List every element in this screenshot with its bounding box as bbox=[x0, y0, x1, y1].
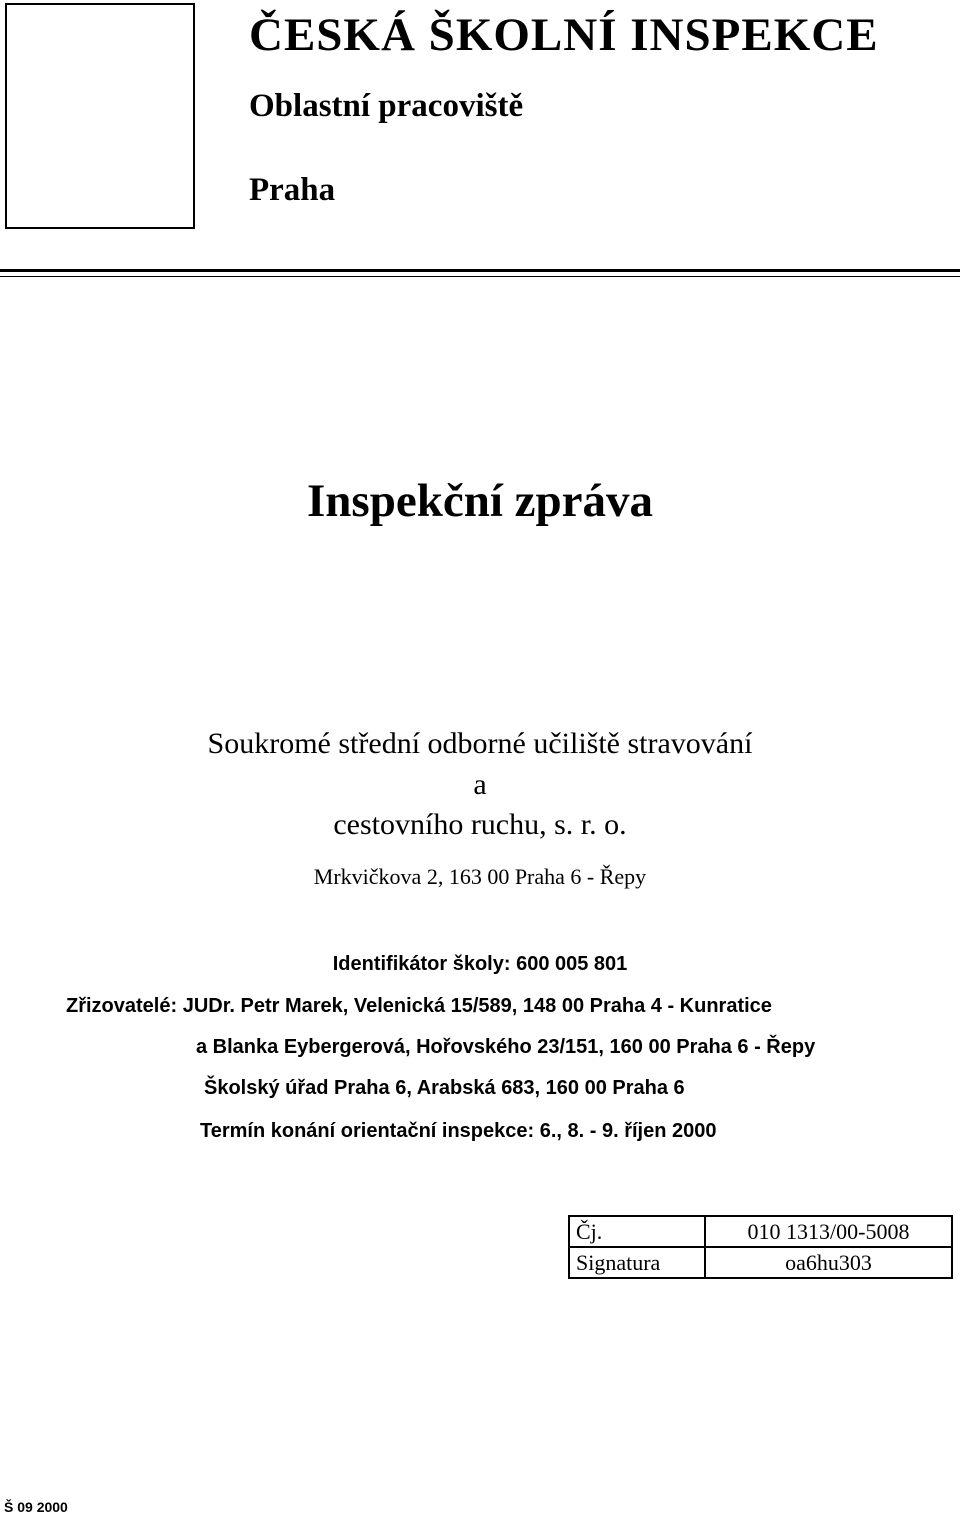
organization-city: Praha bbox=[249, 172, 336, 208]
header-divider-thin bbox=[0, 276, 960, 277]
reference-value-signatura: oa6hu303 bbox=[705, 1247, 952, 1278]
school-name-line-2: a bbox=[473, 768, 487, 801]
reference-value-cj: 010 1313/00-5008 bbox=[705, 1216, 952, 1247]
reference-label-signatura: Signatura bbox=[569, 1247, 705, 1278]
founders-line-2: a Blanka Eybergerová, Hořovského 23/151, 160 00 Praha 6 - Řepy bbox=[196, 1036, 816, 1058]
document-title: Inspekční zpráva bbox=[306, 475, 654, 527]
school-identifier: Identifikátor školy: 600 005 801 bbox=[332, 953, 628, 975]
organization-title: ČESKÁ ŠKOLNÍ INSPEKCE bbox=[249, 9, 879, 61]
organization-subtitle: Oblastní pracoviště bbox=[249, 88, 524, 124]
reference-table bbox=[568, 1215, 953, 1279]
founders-line-1: Zřizovatelé: JUDr. Petr Marek, Velenická 15/589, 148 00 Praha 4 - Kunratice bbox=[66, 995, 772, 1017]
header-divider-thick bbox=[0, 269, 960, 272]
school-name-line-1: Soukromé střední odborné učiliště stravování bbox=[207, 727, 753, 760]
footer-code: Š 09 2000 bbox=[4, 1499, 68, 1515]
reference-row-signatura bbox=[569, 1247, 952, 1278]
inspection-term: Termín konání orientační inspekce: 6., 8. - 9. říjen 2000 bbox=[200, 1120, 717, 1142]
logo-placeholder-box bbox=[5, 3, 195, 229]
reference-row-cj bbox=[569, 1216, 952, 1247]
school-office: Školský úřad Praha 6, Arabská 683, 160 00 Praha 6 bbox=[204, 1077, 685, 1099]
school-address: Mrkvičkova 2, 163 00 Praha 6 - Řepy bbox=[313, 864, 647, 889]
school-name-line-3: cestovního ruchu, s. r. o. bbox=[333, 808, 627, 841]
reference-label-cj: Čj. bbox=[569, 1216, 705, 1247]
